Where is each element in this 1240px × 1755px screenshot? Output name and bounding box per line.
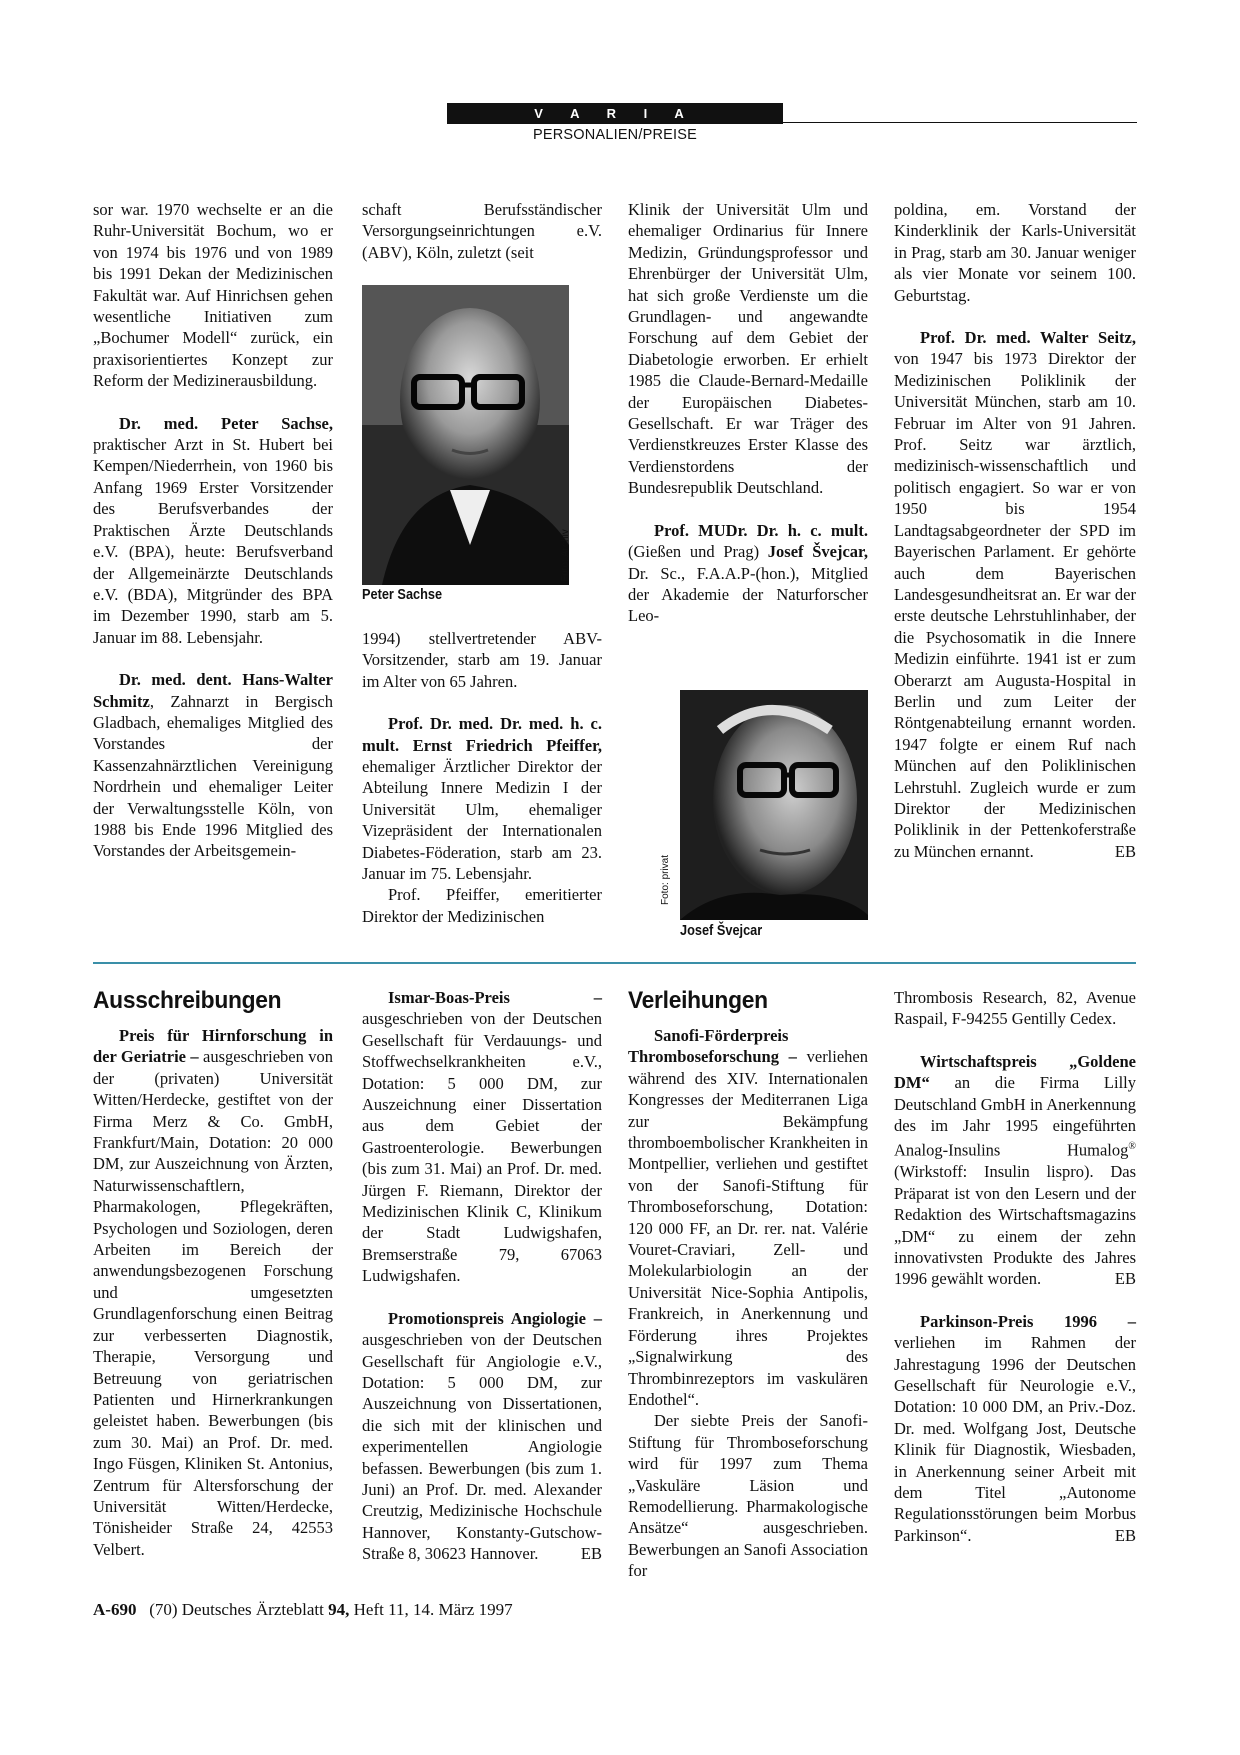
photo-caption-sachse: Peter Sachse [362, 586, 443, 603]
section-divider [93, 962, 1136, 964]
schmitz-text: , Zahnarzt in Bergisch Gladbach, ehemaliges Mitglied des Vorstandes der Kassenzahnärztlichen Vereinigung Nordrhein und ehemaliger Leiter der Verwaltungsstelle Köln, von 1988 bis Ende 1996 Mitglied des Vorstandes der Arbeitsgemein- [93, 691, 333, 861]
svejcar-name-2: Josef Švejcar, [767, 542, 868, 562]
josef-svejcar-photo [680, 690, 868, 920]
verleihungen-column-2 [894, 987, 1136, 1546]
svejcar-paragraph [628, 520, 868, 627]
svejcar-mid: (Gießen und Prag) [628, 542, 768, 562]
schmitz-continuation: schaft Berufsständischer Versorgungseinrichtungen e.V. (ABV), Köln, zuletzt (seit [362, 200, 602, 262]
photo-credit-archiv: Foto: Archiv [560, 529, 571, 582]
seitz-paragraph [894, 327, 1136, 862]
author-sign: EB [1114, 841, 1136, 861]
obituary-column-2 [362, 199, 602, 263]
svejcar-text: Dr. Sc., F.A.A.P-(hon.), Mitglied der Akademie der Naturforscher Leo- [628, 563, 868, 626]
angiologie-text: ausgeschrieben von der Deutschen Gesellschaft für Angiologie e.V., Dotation: 5 000 DM, zur Auszeichnung von Dissertationen, die sich mit der klinischen und experimentellen Angiologie befassen. Bewerbungen (bis zum 1. Juni) an Prof. Dr. med. Alexander Creutzig, Medizinische Hochschule Hannover, Konstanty-Gutschow-Straße 8, 30623 Hannover. [362, 1330, 602, 1564]
sanofi-text: verliehen während des XIV. Internationalen Kongresses der Mediterranen Liga zur Bekämpfung thromboembolischer Krankheiten in Montpellier, verliehen und gestiftet von der Sanofi-Stiftung für Thromboseforschung, Dotation: 120 000 FF, an Dr. rer. nat. Valérie Vouret-Craviari, Zell- und Molekularbiologin an der Universität Nice-Sophia Antipolis, Frankreich, in Anerkennung und Förderung ihres Projektes „Signalwirkung des Thrombinrezeptors im vaskulären Endothel“. [628, 1047, 869, 1409]
hinrichsen-paragraph: sor war. 1970 wechselte er an die Ruhr-Universität Bochum, wo er von 1974 bis 1976 und von 1989 bis 1991 Dekan der Medizinischen Fakultät war. Auf Hinrichsen gehen wesentliche Initiativen zum „Bochumer Modell“ zurück, ein praxisorientiertes Konzept zur Reform der Medizinerausbildung. [93, 200, 333, 391]
angiologie-title: Promotionspreis Angiologie – [388, 1308, 602, 1328]
angiologie-paragraph [362, 1308, 602, 1565]
author-sign: EB [1114, 1269, 1136, 1289]
header-rule [447, 122, 1137, 123]
pfeiffer-paragraph-2: Prof. Pfeiffer, emeritierter Direktor der Medizinischen [362, 885, 602, 926]
svejcar-continuation: poldina, em. Vorstand der Kinderklinik der Karls-Universität in Prag, starb am 30. Januar weniger als vier Monate vor seinem 100. Geburtstag. [894, 200, 1136, 305]
ismar-boas-title: Ismar-Boas-Preis – [388, 988, 602, 1007]
obituary-column-3 [628, 199, 868, 627]
sanofi-paragraph-2: Der siebte Preis der Sanofi-Stiftung für Thromboseforschung wird für 1997 zum Thema „Vaskuläre Läsion und Remodellierung. Pharmakologische Ansätze“ ausgeschrieben. Bewerbungen an Sanofi Association for [628, 1411, 868, 1581]
page-number: A-690 [93, 1600, 137, 1619]
parkinson-title: Parkinson-Preis 1996 – [920, 1311, 1136, 1331]
pfeiffer-name: Prof. Dr. med. Dr. med. h. c. mult. Ernst Friedrich Pfeiffer, [362, 714, 602, 755]
obituary-column-4 [894, 199, 1136, 862]
ismar-boas-paragraph [362, 987, 602, 1287]
goldene-dm-title: Wirtschaftspreis „Goldene DM“ [894, 1051, 1136, 1093]
hirnforschung-paragraph [93, 1025, 333, 1560]
peter-sachse-photo [362, 285, 569, 585]
author-sign: EB [1114, 1525, 1136, 1545]
pfeiffer-continuation: Klinik der Universität Ulm und ehemaliger Ordinarius für Innere Medizin, Gründungsprofessor und Ehrenbürger der Universität Ulm, hat sich große Verdienste um die Grundlagen- und angewandte Forschung auf dem Gebiet der Diabetologie erworben. Er erhielt 1985 die Claude-Bernard-Medaille der Europäischen Diabetes-Gesellschaft. Er war Träger des Verdienstkreuzes Erster Klasse des Verdienstordens der Bundesrepublik Deutschland. [628, 200, 868, 498]
goldene-dm-paragraph [894, 1051, 1136, 1290]
footer-issue: Heft 11, 14. März 1997 [349, 1600, 513, 1619]
sachse-paragraph [93, 413, 333, 648]
ausschreibungen-column-2 [362, 987, 602, 1565]
sanofi-paragraph [628, 1025, 868, 1410]
section-header: V A R I A [447, 103, 783, 124]
obituary-column-2-lower [362, 628, 602, 927]
ismar-boas-text: ausgeschrieben von der Deutschen Gesellschaft für Verdauungs- und Stoffwechselkrankheiten e.V., Dotation: 5 000 DM, zur Auszeichnung einer Dissertation aus dem Gebiet der Gastroenterologie. Bewerbungen (bis zum 31. Mai) an Prof. Dr. med. Jürgen F. Riemann, Direktor der Medizinischen Klinik C, Klinikum der Stadt Ludwigshafen, Bremserstraße 79, 67063 Ludwigshafen. [362, 1009, 602, 1286]
sanofi-title: Sanofi-Förderpreis Thromboseforschung – [628, 1026, 797, 1067]
pfeiffer-text: ehemaliger Ärztlicher Direktor der Abteilung Innere Medizin I der Universität Ulm, ehemaliger Vizepräsident der Internationalen Diabetes-Föderation, starb am 23. Januar im 75. Lebensjahr. [362, 757, 602, 884]
photo-credit-privat: Foto: privat [660, 854, 671, 905]
seitz-text: von 1947 bis 1973 Direktor der Medizinischen Poliklinik der Universität München, starb am 10. Februar im Alter von 91 Jahren. Prof. Seitz war ärztlich, medizinisch-wissenschaftlich und politisch engagiert. So war er von 1950 bis 1954 Landtagsabgeordneter der SPD im Bayerischen Parlament. Er gehörte auch dem Bayerischen Landesgesundheitsrat an. Er war der erste deutsche Lehrstuhlinhaber, der die Psychosomatik in die Innere Medizin einführte. 1941 ist er zum Oberarzt am Augusta-Hospital in Berlin und zum Leiter der Röntgenabteilung ernannt worden. 1947 folgte er einem Ruf nach München auf den Poliklinischen Lehrstuhl. Zugleich wurde er zum Direktor der Medizinischen Poliklinik in der Pettenkoferstraße zu München ernannt. [894, 349, 1136, 861]
verleihungen-column-1 [628, 985, 868, 1582]
goldene-dm-text-a: an die Firma Lilly Deutschland GmbH in Anerkennung des im Jahr 1995 eingeführten Analog-Insulins Humalog [894, 1073, 1136, 1160]
footer-volume: 94, [328, 1600, 350, 1619]
subsection-title: PERSONALIEN/PREISE [533, 127, 697, 143]
ausschreibungen-column-1 [93, 985, 333, 1560]
svejcar-name: Prof. MUDr. Dr. h. c. mult. [654, 520, 868, 540]
parkinson-text: verliehen im Rahmen der Jahrestagung 1996 der Deutschen Gesellschaft für Neurologie e.V., Dotation: 10 000 DM, an Priv.-Doz. Dr. med. Wolfgang Jost, Deutsche Klinik für Diagnostik, Wiesbaden, in Anerkennung seiner Arbeit mit dem Titel „Autonome Regulationsstörungen beim Morbus Parkinson“. [894, 1333, 1136, 1545]
schmitz-ending: 1994) stellvertretender ABV-Vorsitzender, starb am 19. Januar im Alter von 65 Jahren. [362, 629, 602, 691]
schmitz-paragraph [93, 669, 333, 862]
photo-caption-svejcar: Josef Švejcar [680, 922, 763, 939]
ausschreibungen-heading: Ausschreibungen [93, 987, 282, 1014]
hirnforschung-text: ausgeschrieben von der (privaten) Universität Witten/Herdecke, gestiftet von der Firma Merz & Co. GmbH, Frankfurt/Main, Dotation: 20 000 DM, zur Auszeichnung von Ärzten, Naturwissenschaftlern, Pharmakologen, Pflegekräften, Psychologen und Soziologen, deren Arbeiten im Bereich der anwendungsbezogenen Forschung und umgesetzten Grundlagenforschung einen Beitrag zur verbesserten Diagnostik, Therapie, Versorgung und Betreuung von geriatrischen Patienten und Hirnerkrankungen geleistet haben. Bewerbungen (bis zum 30. Mai) an Prof. Dr. med. Ingo Füsgen, Kliniken St. Antonius, Zentrum für Altersforschung der Universität Witten/Herdecke, Tönisheider Straße 24, 42553 Velbert. [93, 1047, 333, 1559]
sanofi-address: Thrombosis Research, 82, Avenue Raspail, F-94255 Gentilly Cedex. [894, 988, 1136, 1029]
parkinson-paragraph [894, 1311, 1136, 1546]
goldene-dm-text-b: (Wirkstoff: Insulin lispro). Das Präparat ist von den Lesern und der Redaktion des Wirtschaftsmagazins „DM“ zu einem der zehn innovativsten Produkte des Jahres 1996 gewählt worden. [894, 1162, 1136, 1289]
footer-journal: (70) Deutsches Ärzteblatt [149, 1600, 329, 1619]
sachse-text: praktischer Arzt in St. Hubert bei Kempen/Niederrhein, von 1960 bis Anfang 1969 Erster Vorsitzender des Berufsverbandes der Praktischen Ärzte Deutschlands e.V. (BPA), heute: Berufsverband der Allgemeinärzte Deutschlands e.V. (BDA), Mitgründer des BPA im Dezember 1990, starb am 5. Januar im 88. Lebensjahr. [93, 435, 333, 647]
obituary-column-1 [93, 199, 333, 862]
author-sign: EB [580, 1544, 602, 1564]
hirnforschung-title: Preis für Hirnforschung in der Geriatrie – [93, 1026, 333, 1067]
sachse-name: Dr. med. Peter Sachse, [119, 413, 333, 433]
schmitz-name: Dr. med. dent. Hans-Walter Schmitz [93, 670, 333, 711]
page-footer [93, 1600, 513, 1620]
seitz-name: Prof. Dr. med. Walter Seitz, [920, 328, 1136, 348]
pfeiffer-paragraph [362, 713, 602, 884]
verleihungen-heading: Verleihungen [628, 987, 768, 1014]
registered-mark: ® [1128, 1141, 1136, 1153]
